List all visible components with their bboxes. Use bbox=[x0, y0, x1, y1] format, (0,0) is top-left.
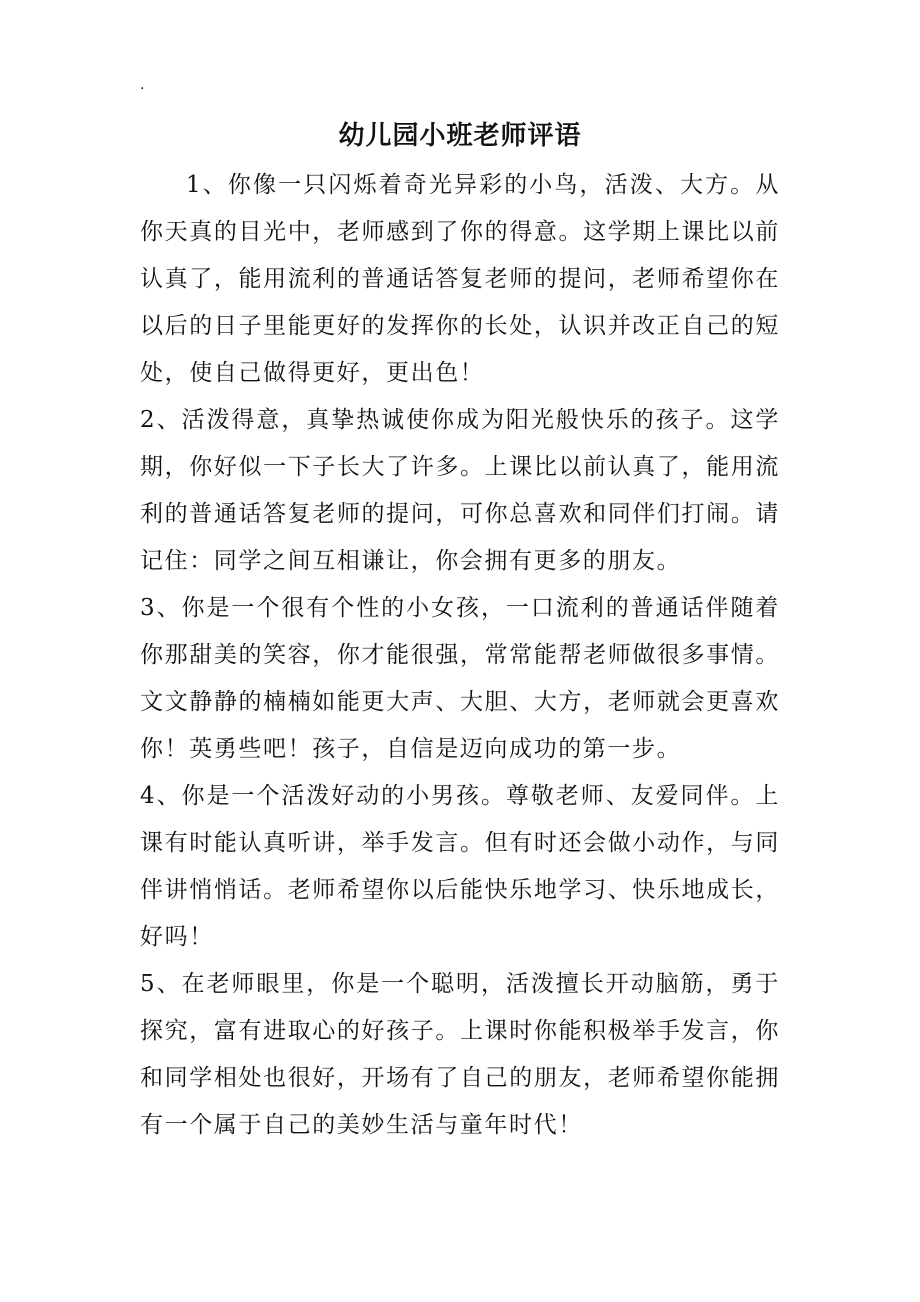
comment-paragraph-1: 1、你像一只闪烁着奇光异彩的小鸟，活泼、大方。从你天真的目光中，老师感到了你的得意。这学期上课比以前认真了，能用流利的普通话答复老师的提问，老师希望你在以后的日子里能更好的发挥你的长处，认识并改正自己的短处，使自己做得更好，更出色！ bbox=[140, 172, 780, 386]
comment-paragraph-2: 2、活泼得意，真挚热诚使你成为阳光般快乐的孩子。这学期，你好似一下子长大了许多。上课比以前认真了，能用流利的普通话答复老师的提问，可你总喜欢和同伴们打闹。请记住：同学之间互相谦让，你会拥有更多的朋友。 bbox=[140, 407, 780, 574]
document-title: 幼儿园小班老师评语 bbox=[338, 121, 582, 151]
comment-paragraph-3: 3、你是一个很有个性的小女孩，一口流利的普通话伴随着你那甜美的笑容，你才能很强，常常能帮老师做很多事情。文文静静的楠楠如能更大声、大胆、大方，老师就会更喜欢你！英勇些吧！孩子，自信是迈向成功的第一步。 bbox=[140, 595, 780, 762]
comment-paragraph-5: 5、在老师眼里，你是一个聪明，活泼擅长开动脑筋，勇于探究，富有进取心的好孩子。上课时你能积极举手发言，你和同学相处也很好，开场有了自己的朋友，老师希望你能拥有一个属于自己的美妙生活与童年时代！ bbox=[140, 971, 780, 1138]
page-marker: . bbox=[140, 77, 145, 93]
document-body bbox=[140, 162, 780, 1149]
comment-paragraph-4: 4、你是一个活泼好动的小男孩。尊敬老师、友爱同伴。上课有时能认真听讲，举手发言。但有时还会做小动作，与同伴讲悄悄话。老师希望你以后能快乐地学习、快乐地成长，好吗！ bbox=[140, 783, 780, 950]
